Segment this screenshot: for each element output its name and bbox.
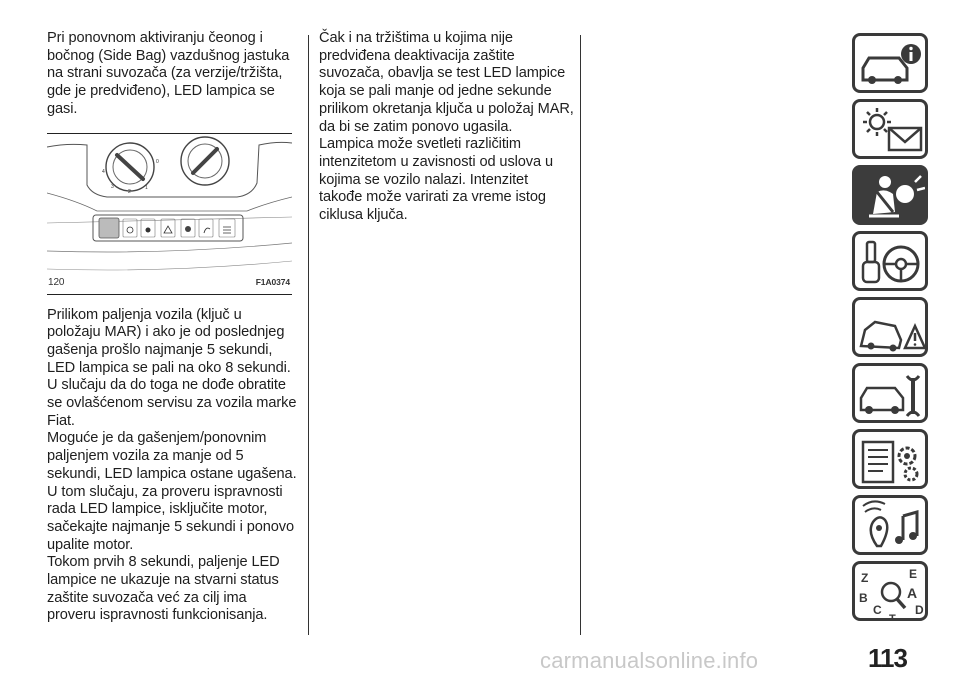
left-paragraph-1: Pri ponovnom aktiviranju čeonog i bočnog (Side Bag) vazdušnog jastuka na strani suvozača (za verzije/tržišta, gde je predviđeno), LED lampica se gasi. bbox=[47, 30, 290, 117]
tab-car-info[interactable] bbox=[852, 33, 928, 93]
tab-emergency[interactable] bbox=[852, 297, 928, 357]
left-column bbox=[47, 30, 297, 625]
dial-label-0: 0 bbox=[156, 158, 159, 165]
index-letter-e: E bbox=[909, 567, 918, 581]
middle-paragraph-2: Lampica može svetleti različitim intenzitetom u zavisnosti od uslova u kojima se vozilo nalazi. Intenzitet takođe može varirati za vreme istog ciklusa ključa. bbox=[319, 136, 553, 224]
middle-column bbox=[319, 30, 574, 225]
watermark: carmanualsonline.info bbox=[540, 648, 759, 673]
column-divider-left bbox=[308, 35, 309, 635]
left-paragraph-2: Prilikom paljenja vozila (ključ u položaju MAR) i ako je od poslednjeg gašenja prošlo najmanje 5 sekundi, LED lampica se pali na oko 8 sekundi. U slučaju da do toga ne dođe obratite se ovlašćenom servisu za vozila marke Fiat. bbox=[47, 306, 297, 429]
tab-multimedia[interactable] bbox=[852, 495, 928, 555]
figure-bottom-rule bbox=[47, 294, 292, 295]
airbag-seatbelt-icon bbox=[855, 168, 928, 225]
alphabetical-index-icon bbox=[855, 564, 928, 624]
index-letter-c: C bbox=[873, 603, 882, 617]
dial-label-4: 4 bbox=[102, 168, 105, 175]
tab-specifications[interactable] bbox=[852, 429, 928, 489]
index-letter-b: B bbox=[859, 591, 868, 605]
dial-label-2: 2 bbox=[128, 188, 131, 195]
figure-number: 120 bbox=[48, 276, 65, 288]
figure-code: F1A0374 bbox=[255, 276, 290, 287]
tab-starting-driving[interactable] bbox=[852, 231, 928, 291]
air-distribution-dial bbox=[181, 137, 229, 185]
index-letter-a: A bbox=[907, 585, 918, 601]
left-paragraph-4: Tokom prvih 8 sekundi, paljenje LED lampice ne ukazuje na stvarni status zaštite suvozača već za cilj ima proveru ispravnosti funkcionisanja. bbox=[47, 554, 280, 624]
middle-paragraph-1: Čak i na tržištima u kojima nije predviđena deaktivacija zaštite suvozača, obavlja se test LED lampice koja se pali manje od jedne sekunde prilikom okretanja ključa u položaj MAR, da bi se zatim ponovo ugasila. bbox=[319, 30, 574, 135]
specifications-gears-icon bbox=[855, 432, 928, 489]
page-number: 113 bbox=[868, 643, 907, 673]
tab-index[interactable] bbox=[852, 561, 928, 624]
dashboard-controls-illustration bbox=[47, 133, 292, 295]
index-letter-z: Z bbox=[861, 571, 869, 585]
chapter-tabs bbox=[852, 33, 930, 627]
figure-120 bbox=[47, 133, 292, 295]
car-info-icon bbox=[855, 36, 928, 93]
car-service-wrench-icon bbox=[855, 366, 928, 423]
index-letter-t: T bbox=[889, 613, 896, 624]
left-paragraph-3: Moguće je da gašenjem/ponovnim paljenjem vozila za manje od 5 sekundi, LED lampica ostane ugašena. U tom slučaju, za proveru ispravnosti rada LED lampice, isključite motor, sačekajte najmanje 5 sekundi i ponovo upalite motor. bbox=[47, 430, 297, 553]
multimedia-music-icon bbox=[855, 498, 928, 555]
dial-label-3: 3 bbox=[111, 183, 114, 190]
tab-safety[interactable] bbox=[852, 165, 928, 225]
tab-warning-lights[interactable] bbox=[852, 99, 928, 159]
index-letter-d: D bbox=[915, 603, 924, 617]
warning-lights-icon bbox=[855, 102, 928, 159]
tab-maintenance[interactable] bbox=[852, 363, 928, 423]
key-steering-wheel-icon bbox=[855, 234, 928, 291]
car-accident-warning-icon bbox=[855, 300, 928, 357]
column-divider-right bbox=[580, 35, 581, 635]
dial-label-1: 1 bbox=[145, 184, 148, 191]
